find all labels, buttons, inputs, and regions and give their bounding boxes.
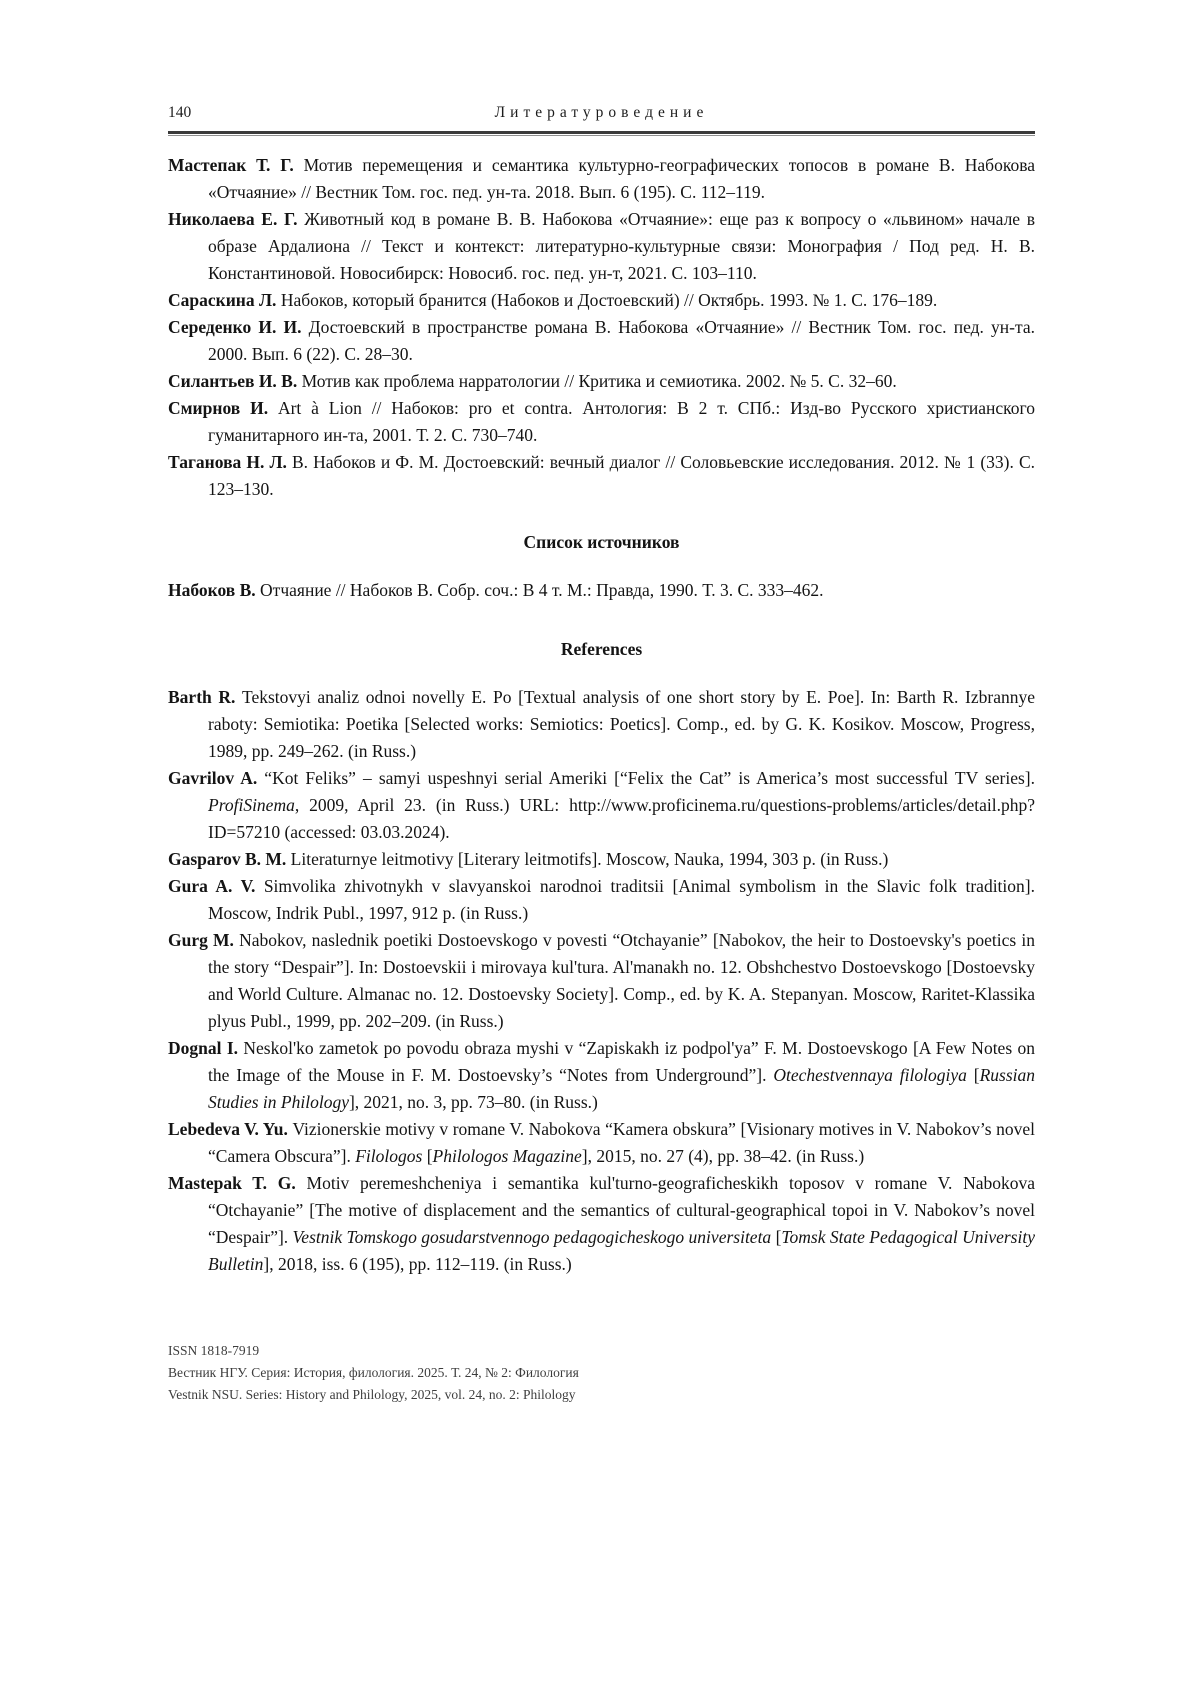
page-number: 140 [168, 104, 192, 121]
reference-entry: Силантьев И. В. Мотив как проблема нарратологии // Критика и семиотика. 2002. № 5. С. 32–60. [168, 371, 897, 391]
page-footer [168, 1340, 1035, 1406]
sources-list [168, 577, 1035, 604]
header-rule-thick [168, 131, 1035, 134]
running-title: Литературоведение [494, 104, 709, 121]
russian-bibliography-section [168, 152, 1035, 503]
reference-entry: Gura A. V. Simvolika zhivotnykh v slavyanskoi narodnoi traditsii [Animal symbolism in the Slavic folk tradition]. Moscow, Indrik Publ., 1997, 912 p. (in Russ.) [168, 876, 1035, 923]
reference-entry: Сараскина Л. Набоков, который бранится (Набоков и Достоевский) // Октябрь. 1993. № 1. С. 176–189. [168, 290, 938, 310]
reference-entry: Gasparov B. M. Literaturnye leitmotivy [Literary leitmotifs]. Moscow, Nauka, 1994, 303 p. (in Russ.) [168, 849, 889, 869]
footer-issn: ISSN 1818-7919 [168, 1343, 260, 1358]
references-section [168, 684, 1035, 1278]
page-header [168, 104, 1035, 126]
footer-edition-ru: Вестник НГУ. Серия: История, филология. 2025. Т. 24, № 2: Филология [168, 1365, 579, 1380]
references-heading: References [560, 639, 643, 659]
reference-entry: Середенко И. И. Достоевский в пространстве романа В. Набокова «Отчаяние» // Вестник Том. гос. пед. ун-та. 2000. Вып. 6 (22). С. 28–30. [168, 317, 1035, 364]
reference-entry: Gurg M. Nabokov, naslednik poetiki Dostoevskogo v povesti “Otchayanie” [Nabokov, the heir to Dostoevsky's poetics in the story “Despair”]. In: Dostoevskii i mirovaya kul'tura. Al'manakh no. 12. Obshchestvo Dostoevskogo [Dostoevsky and World Culture. Almanac no. 12. Dostoevsky Society]. Comp., ed. by K. A. Stepanyan. Moscow, Raritet-Klassika plyus Publ., 1999, pp. 202–209. (in Russ.) [168, 930, 1035, 1031]
reference-entry: Dognal I. Neskol'ko zametok po povodu obraza myshi v “Zapiskakh iz podpol'ya” F. M. Dostoevskogo [A Few Notes on the Image of the Mouse in F. M. Dostoevsky’s “Notes from Underground”]. Otechestvennaya filologiya [Russian Studies in Philology], 2021, no. 3, pp. 73–80. (in Russ.) [168, 1038, 1036, 1112]
russian-reference-list [168, 152, 1035, 503]
reference-entry: Gavrilov A. “Kot Feliks” – samyi uspeshnyi serial Ameriki [“Felix the Cat” is America’s most successful TV series]. ProfiSinema, 2009, April 23. (in Russ.) URL: http://www.proficinema.ru/questions-problems/articles/detail.php?ID=57210 (accessed: 03.03.2024). [168, 768, 1035, 842]
reference-entry: Смирнов И. Art à Lion // Набоков: pro et contra. Антология: В 2 т. СПб.: Изд-во Русского христианского гуманитарного ин-та, 2001. Т. 2. С. 730–740. [168, 398, 1035, 445]
sources-heading: Список источников [523, 532, 680, 552]
reference-entry: Николаева Е. Г. Животный код в романе В. В. Набокова «Отчаяние»: еще раз к вопросу о «львином» начале в образе Ардалиона // Текст и контекст: литературно-культурные связи: Монография / Под ред. Н. В. Константиновой. Новосибирск: Новосиб. гос. пед. ун-т, 2021. С. 103–110. [168, 209, 1036, 283]
footer-edition-en: Vestnik NSU. Series: History and Philology, 2025, vol. 24, no. 2: Philology [168, 1387, 576, 1402]
reference-entry: Таганова Н. Л. В. Набоков и Ф. М. Достоевский: вечный диалог // Соловьевские исследования. 2012. № 1 (33). С. 123–130. [168, 452, 1035, 499]
references-list [168, 684, 1035, 1278]
reference-entry: Мастепак Т. Г. Мотив перемещения и семантика культурно-географических топосов в романе В. Набокова «Отчаяние» // Вестник Том. гос. пед. ун-та. 2018. Вып. 6 (195). С. 112–119. [168, 155, 1035, 202]
reference-entry: Набоков В. Отчаяние // Набоков В. Собр. соч.: В 4 т. М.: Правда, 1990. Т. 3. С. 333–462. [168, 580, 824, 600]
reference-entry: Barth R. Tekstovyi analiz odnoi novelly E. Po [Textual analysis of one short story by E. Poe]. In: Barth R. Izbrannye raboty: Semiotika: Poetika [Selected works: Semiotics: Poetics]. Comp., ed. by G. K. Kosikov. Moscow, Progress, 1989, pp. 249–262. (in Russ.) [168, 687, 1035, 761]
reference-entry: Lebedeva V. Yu. Vizionerskie motivy v romane V. Nabokova “Kamera obskura” [Visionary motives in V. Nabokov’s novel “Camera Obscura”]. Filologos [Philologos Magazine], 2015, no. 27 (4), pp. 38–42. (in Russ.) [168, 1119, 1036, 1166]
reference-entry: Mastepak T. G. Motiv peremeshcheniya i semantika kul'turno-geograficheskikh toposov v romane V. Nabokova “Otchayanie” [The motive of displacement and the semantics of cultural-geographical topoi in V. Nabokov’s novel “Despair”]. Vestnik Tomskogo gosudarstvennogo pedagogicheskogo universiteta [Tomsk State Pedagogical University Bulletin], 2018, iss. 6 (195), pp. 112–119. (in Russ.) [168, 1173, 1035, 1274]
page-body [168, 152, 1035, 1278]
sources-section [168, 577, 1035, 604]
header-rule-thin [168, 135, 1035, 136]
